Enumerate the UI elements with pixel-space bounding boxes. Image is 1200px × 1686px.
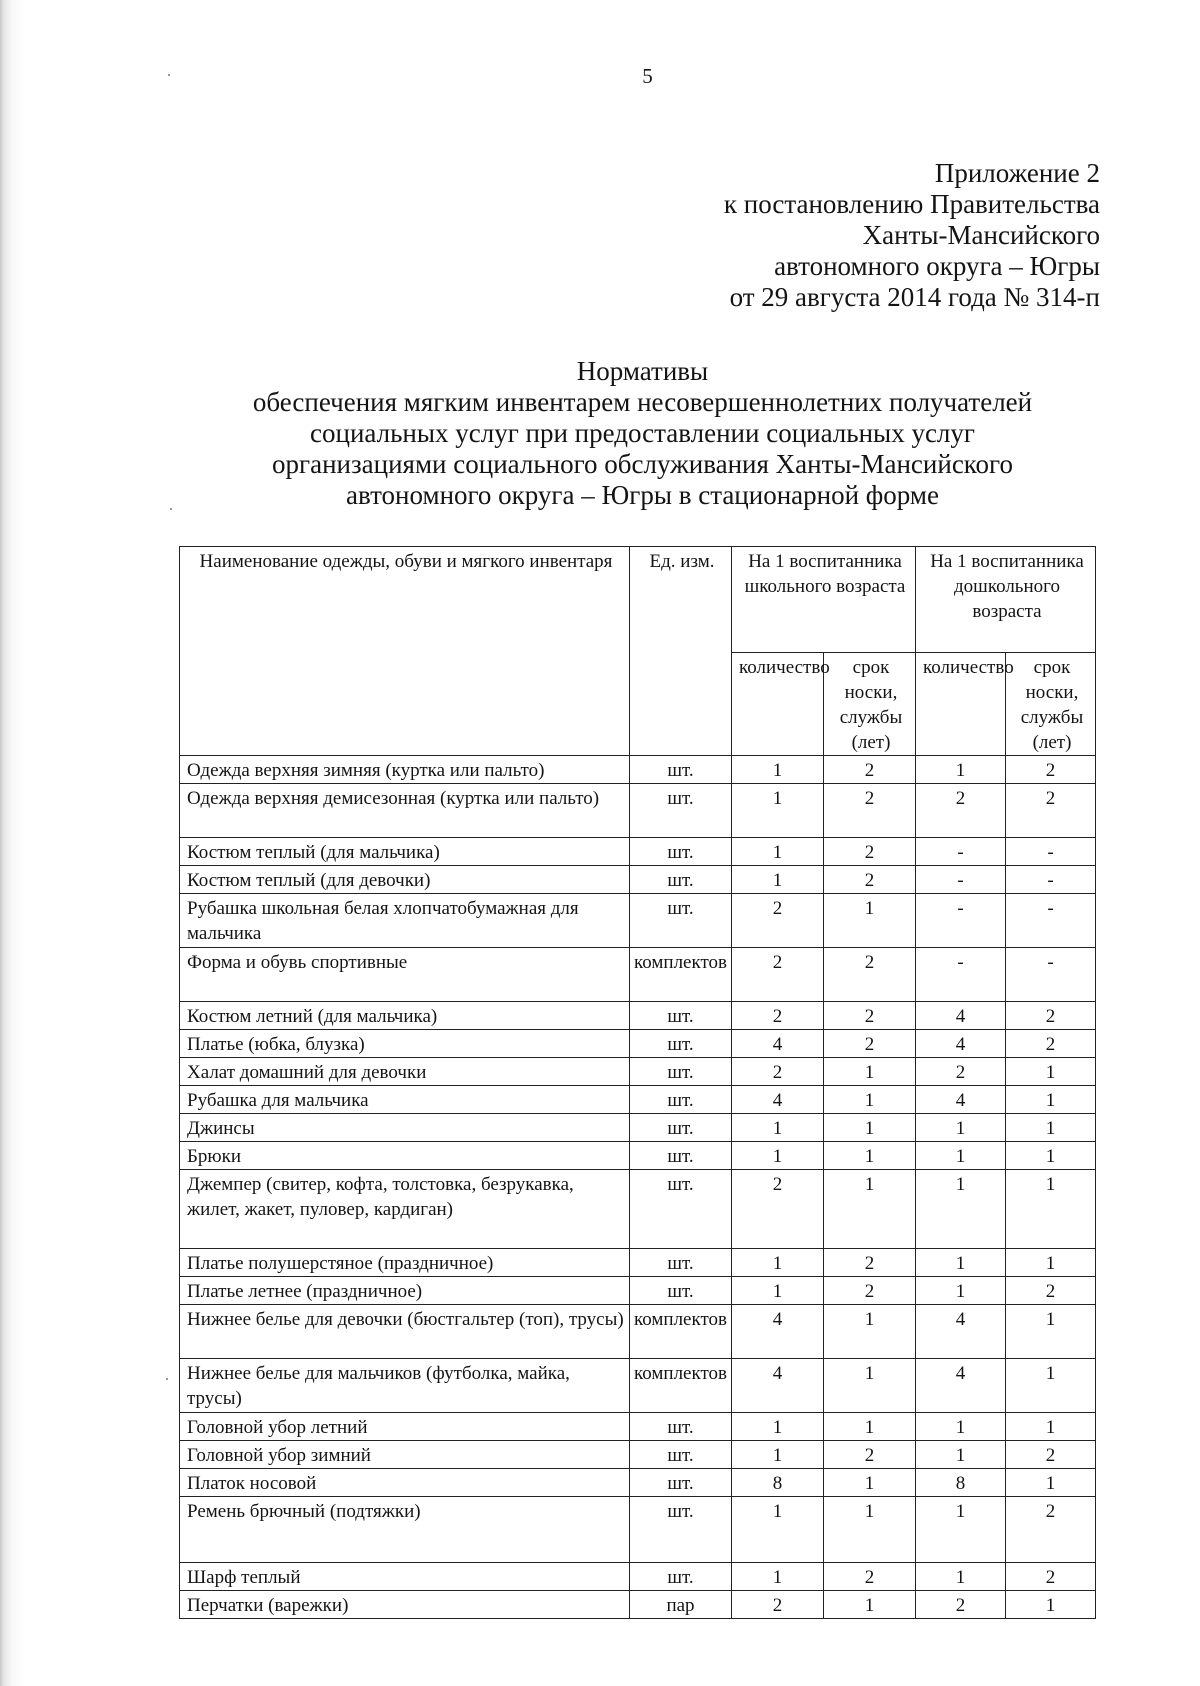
cell-school-period: 1 [824,1114,916,1142]
cell-preschool-quantity: - [916,948,1006,1002]
cell-preschool-quantity: - [916,838,1006,866]
cell-preschool-period: - [1006,838,1096,866]
cell-item-name: Перчатки (варежки) [180,1591,630,1619]
cell-school-period: 1 [824,1359,916,1413]
table-row [180,756,1096,784]
table-row [180,1030,1096,1058]
cell-unit: шт. [630,1002,732,1030]
cell-preschool-quantity: 2 [916,1591,1006,1619]
cell-preschool-period: 1 [1006,1086,1096,1114]
document-title [170,356,1115,511]
cell-preschool-quantity: 1 [916,1142,1006,1170]
table-row [180,784,1096,838]
cell-preschool-quantity: 2 [916,1058,1006,1086]
cell-school-quantity: 8 [732,1469,824,1497]
cell-preschool-period: - [1006,894,1096,948]
header-school-quantity: количество [732,653,824,756]
cell-unit: шт. [630,1413,732,1441]
cell-item-name: Ремень брючный (подтяжки) [180,1497,630,1563]
cell-preschool-period: 2 [1006,1563,1096,1591]
cell-school-quantity: 2 [732,894,824,948]
cell-preschool-period: 1 [1006,1591,1096,1619]
cell-preschool-quantity: 2 [916,784,1006,838]
table-row [180,1086,1096,1114]
cell-school-quantity: 1 [732,784,824,838]
table-row [180,1413,1096,1441]
cell-school-period: 2 [824,1441,916,1469]
cell-item-name: Одежда верхняя зимняя (куртка или пальто) [180,756,630,784]
appendix-line: от 29 августа 2014 года № 314-п [729,282,1100,312]
cell-school-period: 2 [824,1249,916,1277]
cell-school-quantity: 2 [732,1591,824,1619]
cell-unit: шт. [630,838,732,866]
table-row [180,894,1096,948]
appendix-block [724,158,1100,313]
appendix-line: Ханты-Мансийского [862,220,1100,250]
cell-school-quantity: 4 [732,1305,824,1359]
cell-preschool-quantity: 1 [916,1170,1006,1249]
cell-school-period: 1 [824,1058,916,1086]
table-row [180,1359,1096,1413]
norms-table-wrapper [179,546,1095,1619]
cell-unit: шт. [630,1170,732,1249]
cell-preschool-period: 1 [1006,1058,1096,1086]
cell-school-period: 1 [824,1086,916,1114]
cell-item-name: Брюки [180,1142,630,1170]
cell-item-name: Головной убор летний [180,1413,630,1441]
cell-school-period: 2 [824,1030,916,1058]
appendix-line: автономного округа – Югры [774,251,1100,281]
title-line: организациями социального обслуживания Ханты-Мансийского [272,449,1013,479]
cell-school-quantity: 1 [732,756,824,784]
cell-unit: шт. [630,1058,732,1086]
cell-school-quantity: 4 [732,1086,824,1114]
cell-unit: шт. [630,1114,732,1142]
cell-school-period: 1 [824,1142,916,1170]
cell-school-period: 1 [824,1413,916,1441]
header-preschool-age: На 1 воспитанника дошкольного возраста [916,547,1096,653]
table-row [180,1469,1096,1497]
cell-preschool-period: 2 [1006,1002,1096,1030]
cell-unit: шт. [630,784,732,838]
cell-preschool-period: 1 [1006,1114,1096,1142]
cell-school-quantity: 1 [732,1441,824,1469]
cell-preschool-quantity: 1 [916,756,1006,784]
title-line: автономного округа – Югры в стационарной форме [346,480,939,510]
cell-school-period: 1 [824,1305,916,1359]
title-line: социальных услуг при предоставлении социальных услуг [310,418,975,448]
cell-preschool-period: 1 [1006,1413,1096,1441]
cell-preschool-quantity: 1 [916,1497,1006,1563]
cell-preschool-quantity: 4 [916,1359,1006,1413]
cell-unit: шт. [630,1469,732,1497]
cell-unit: шт. [630,1277,732,1305]
cell-item-name: Нижнее белье для девочки (бюстгальтер (топ), трусы) [180,1305,630,1359]
cell-item-name: Платье (юбка, блузка) [180,1030,630,1058]
cell-preschool-period: 2 [1006,1030,1096,1058]
cell-unit: шт. [630,756,732,784]
table-row [180,1249,1096,1277]
cell-school-quantity: 2 [732,1002,824,1030]
cell-school-quantity: 4 [732,1030,824,1058]
table-row [180,1497,1096,1563]
cell-preschool-period: 2 [1006,1497,1096,1563]
cell-item-name: Рубашка для мальчика [180,1086,630,1114]
cell-school-period: 2 [824,1002,916,1030]
table-row [180,1305,1096,1359]
table-header-row [180,547,1096,653]
table-row [180,1591,1096,1619]
cell-item-name: Одежда верхняя демисезонная (куртка или пальто) [180,784,630,838]
table-row [180,1563,1096,1591]
cell-school-quantity: 2 [732,1170,824,1249]
cell-preschool-period: 1 [1006,1359,1096,1413]
cell-preschool-quantity: 1 [916,1277,1006,1305]
cell-item-name: Костюм теплый (для мальчика) [180,838,630,866]
cell-item-name: Форма и обувь спортивные [180,948,630,1002]
cell-item-name: Халат домашний для девочки [180,1058,630,1086]
table-row [180,1002,1096,1030]
cell-preschool-quantity: 1 [916,1249,1006,1277]
cell-unit: шт. [630,1249,732,1277]
cell-school-period: 1 [824,1170,916,1249]
cell-school-quantity: 1 [732,1277,824,1305]
cell-school-quantity: 1 [732,1413,824,1441]
table-row [180,1170,1096,1249]
table-row [180,948,1096,1002]
table-row [180,838,1096,866]
cell-school-quantity: 2 [732,948,824,1002]
table-row [180,866,1096,894]
cell-unit: шт. [630,1142,732,1170]
table-row [180,1114,1096,1142]
cell-preschool-period: - [1006,948,1096,1002]
cell-unit: шт. [630,1441,732,1469]
cell-preschool-quantity: 4 [916,1305,1006,1359]
cell-unit: комплектов [630,1305,732,1359]
cell-item-name: Костюм летний (для мальчика) [180,1002,630,1030]
cell-school-quantity: 1 [732,1114,824,1142]
cell-school-period: 2 [824,866,916,894]
header-unit: Ед. изм. [630,547,732,756]
cell-school-quantity: 1 [732,1249,824,1277]
cell-preschool-quantity: 8 [916,1469,1006,1497]
appendix-line: Приложение 2 [934,158,1100,188]
cell-unit: шт. [630,1086,732,1114]
cell-preschool-quantity: 1 [916,1413,1006,1441]
cell-item-name: Платье летнее (праздничное) [180,1277,630,1305]
cell-item-name: Нижнее белье для мальчиков (футболка, майка, трусы) [180,1359,630,1413]
cell-unit: комплектов [630,1359,732,1413]
cell-unit: пар [630,1591,732,1619]
title-line: обеспечения мягким инвентарем несовершеннолетних получателей [252,387,1033,417]
cell-school-period: 2 [824,1277,916,1305]
cell-unit: шт. [630,1563,732,1591]
cell-school-period: 1 [824,1469,916,1497]
title-heading: Нормативы [576,356,709,386]
cell-preschool-quantity: 4 [916,1086,1006,1114]
cell-school-quantity: 2 [732,1058,824,1086]
cell-preschool-quantity: - [916,866,1006,894]
cell-item-name: Платок носовой [180,1469,630,1497]
cell-preschool-period: 2 [1006,1277,1096,1305]
cell-preschool-quantity: - [916,894,1006,948]
cell-item-name: Платье полушерстяное (праздничное) [180,1249,630,1277]
cell-school-quantity: 1 [732,1563,824,1591]
cell-preschool-period: 1 [1006,1305,1096,1359]
cell-school-period: 1 [824,1497,916,1563]
cell-school-period: 2 [824,838,916,866]
cell-preschool-period: 2 [1006,756,1096,784]
cell-preschool-quantity: 1 [916,1441,1006,1469]
cell-preschool-quantity: 1 [916,1114,1006,1142]
header-school-period: срок носки, службы (лет) [824,653,916,756]
cell-preschool-quantity: 4 [916,1002,1006,1030]
cell-item-name: Костюм теплый (для девочки) [180,866,630,894]
scan-speck [166,1378,168,1380]
cell-item-name: Джемпер (свитер, кофта, толстовка, безрукавка, жилет, жакет, пуловер, кардиган) [180,1170,630,1249]
cell-school-quantity: 4 [732,1359,824,1413]
cell-school-quantity: 1 [732,1497,824,1563]
scan-edge-shadow [0,0,26,1686]
cell-preschool-period: 1 [1006,1249,1096,1277]
table-body [180,756,1096,1619]
cell-school-period: 1 [824,894,916,948]
cell-school-period: 2 [824,784,916,838]
cell-preschool-period: 1 [1006,1142,1096,1170]
cell-school-period: 2 [824,1563,916,1591]
cell-school-period: 2 [824,948,916,1002]
cell-school-period: 1 [824,1591,916,1619]
cell-preschool-period: 1 [1006,1469,1096,1497]
cell-school-period: 2 [824,756,916,784]
header-preschool-quantity: количество [916,653,1006,756]
cell-school-quantity: 1 [732,838,824,866]
cell-unit: шт. [630,1497,732,1563]
cell-preschool-period: 2 [1006,1441,1096,1469]
page-number: 5 [642,64,653,88]
cell-item-name: Шарф теплый [180,1563,630,1591]
appendix-line: к постановлению Правительства [723,189,1100,219]
header-school-age: На 1 воспитанника школьного возраста [732,547,916,653]
norms-table [179,546,1096,1619]
cell-preschool-quantity: 1 [916,1563,1006,1591]
cell-item-name: Рубашка школьная белая хлопчатобумажная для мальчика [180,894,630,948]
cell-preschool-quantity: 4 [916,1030,1006,1058]
cell-item-name: Головной убор зимний [180,1441,630,1469]
cell-preschool-period: 1 [1006,1170,1096,1249]
table-row [180,1142,1096,1170]
table-row [180,1277,1096,1305]
table-row [180,1441,1096,1469]
cell-preschool-period: - [1006,866,1096,894]
table-row [180,1058,1096,1086]
cell-unit: комплектов [630,948,732,1002]
header-item-name: Наименование одежды, обуви и мягкого инвентаря [180,547,630,756]
cell-unit: шт. [630,894,732,948]
cell-item-name: Джинсы [180,1114,630,1142]
header-preschool-period: срок носки, службы (лет) [1006,653,1096,756]
cell-school-quantity: 1 [732,1142,824,1170]
cell-unit: шт. [630,1030,732,1058]
cell-preschool-period: 2 [1006,784,1096,838]
cell-unit: шт. [630,866,732,894]
cell-school-quantity: 1 [732,866,824,894]
